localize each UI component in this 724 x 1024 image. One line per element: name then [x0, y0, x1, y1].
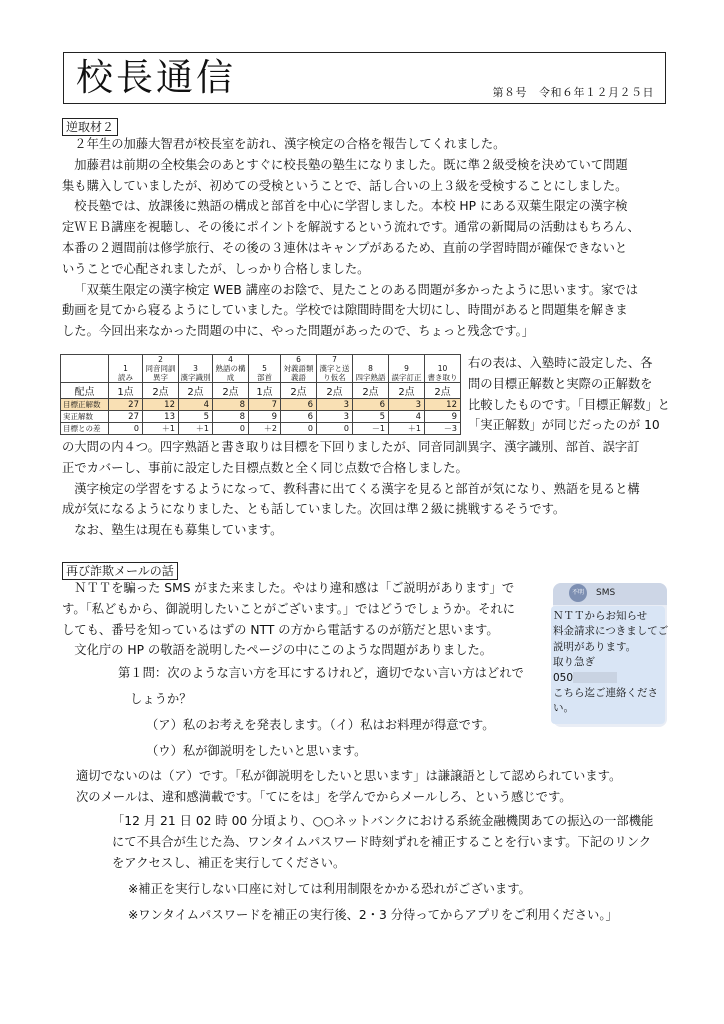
table-cell: 6 [281, 411, 317, 423]
table-cell: 4 [179, 399, 213, 411]
text-line: しても、番号を知っているはずの NTT の方から電話するのが筋だと思います。 [62, 622, 499, 637]
table-cell: 1点 [109, 383, 143, 399]
quiz-choices: （ア）私のお考えを発表します。（イ）私はお料理が得意です。 [146, 718, 495, 732]
table-cell: 2点 [213, 383, 249, 399]
section-heading-reverse-interview: 逆取材２ [62, 118, 118, 136]
text-line: の大問の内４つ。四字熟語と書き取りは目標を下回りましたが、同音同訓異字、漢字識別、部首、誤字訂 [62, 440, 640, 454]
scam-mail-note: ※補正を実行しない口座に対しては利用制限をかかる恐れがございます。 [128, 882, 531, 896]
table-header-cell: 8 四字熟語 [353, 355, 389, 383]
sms-sender-label: SMS [596, 588, 616, 598]
text-line: 動画を見てから寝るようにしていました。学校では隙間時間を大切にし、時間があると問題集を解きま [62, 303, 628, 318]
text-line: 次のメールは、違和感満載です。「てにをは」を学んでからメールしろ、という感じです。 [76, 789, 572, 804]
section1-after-table [62, 437, 640, 541]
table-header-cell: 7 漢字と送 り仮名 [317, 355, 353, 383]
section-heading-scam-mail: 再び詐欺メールの話 [62, 562, 178, 580]
table-header-cell: 1 読み [109, 355, 143, 383]
text-line: した。今回出来なかった問題の中に、やった問題があったので、ちょっと残念です。」 [62, 324, 535, 339]
table-row-target [61, 399, 461, 411]
table-cell: －3 [425, 423, 461, 435]
table-side-text [468, 353, 670, 436]
table-cell: 7 [249, 399, 281, 411]
table-cell: 0 [109, 423, 143, 435]
text-line: にて不具合が生じた為、ワンタイムパスワード時刻ずれを補正することを行います。下記のリンク [112, 834, 652, 849]
text-line: 校長塾では、放課後に熟語の構成と部首を中心に学習しました。本校 HP にある双葉生限定の漢字検 [74, 199, 628, 214]
table-cell: －1 [353, 423, 389, 435]
table-cell: 0 [281, 423, 317, 435]
text-line: 加藤君は前期の全校集会のあとすぐに校長塾の塾生になりました。既に準２級受検を決めていて問題 [74, 157, 628, 172]
text-line: ２年生の加藤大智君が校長室を訪れ、漢字検定の合格を報告してくれました。 [74, 137, 506, 151]
table-cell: 2点 [353, 383, 389, 399]
row-label: 目標との差 [61, 423, 109, 435]
quiz-choice-u: （ウ）私が御説明をしたいと思います。 [146, 744, 367, 758]
table-cell: 12 [143, 399, 179, 411]
table-cell: ＋1 [389, 423, 425, 435]
sms-line: 説明があります。 [553, 640, 637, 653]
table-cell: 5 [179, 411, 213, 423]
table-cell: 27 [109, 399, 143, 411]
text-line: 問の目標正解数と実際の正解数を [468, 376, 653, 391]
table-header-cell: 3 漢字識別 [179, 355, 213, 383]
sms-line: こちら迄ご連絡くださ [553, 687, 658, 700]
redacted-number [573, 672, 617, 683]
text-line: 成が気になるようになりました、とも話していました。次回は準２級に挑戦するそうです。 [62, 502, 566, 517]
table-cell: 2点 [281, 383, 317, 399]
table-header-row [61, 355, 461, 383]
table-cell: ＋1 [179, 423, 213, 435]
table-cell: 9 [425, 411, 461, 423]
table-cell: 3 [389, 399, 425, 411]
table-header-cell: 10 書き取り [425, 355, 461, 383]
sms-message-bubble [551, 606, 669, 724]
table-header-cell: 4 熟語の構 成 [213, 355, 249, 383]
table-header-cell: 9 誤字訂正 [389, 355, 425, 383]
text-line: 「双葉生限定の漢字検定 WEB 講座のお陰で、見たことのある問題が多かったように思います。家では [74, 282, 639, 297]
answer-text [76, 766, 621, 808]
table-cell: 27 [109, 411, 143, 423]
text-line: ＮＴＴを騙った SMS がまた来ました。やはり違和感は「ご説明があります」で [74, 581, 515, 595]
table-cell: 2点 [389, 383, 425, 399]
table-cell: 6 [281, 399, 317, 411]
table-cell: 9 [249, 411, 281, 423]
table-cell: 2点 [317, 383, 353, 399]
score-table [60, 354, 461, 435]
text-line: 「実正解数」が同じだったのが 10 [468, 418, 660, 433]
table-header-cell: 5 部首 [249, 355, 281, 383]
text-line: いうことで心配されましたが、しっかり合格しました。 [62, 261, 370, 276]
table-cell: 3 [317, 411, 353, 423]
text-line: 文化庁の HP の敬語を説明したページの中にこのような問題がありました。 [74, 643, 493, 658]
row-label: 配点 [61, 383, 109, 399]
sms-line: い。 [553, 702, 574, 715]
sms-line: ＮＴＴからお知らせ [553, 610, 648, 622]
row-label: 目標正解数 [61, 399, 109, 411]
text-line: 正でカバーし、事前に設定した目標点数と全く同じ点数で合格しました。 [62, 460, 468, 475]
text-line: 適切でないのは（ア）です。「私が御説明をしたいと思います」は謙譲語として認められています。 [76, 769, 622, 783]
text-line: 「12 月 21 日 02 時 00 分頃より、○○ネットバンクにおける系統金融機関あての振込の一部機能 [112, 814, 654, 828]
table-corner [61, 355, 109, 383]
row-label: 実正解数 [61, 411, 109, 423]
table-cell: 8 [213, 399, 249, 411]
quiz-question-cont: しょうか？ [130, 692, 192, 706]
scam-mail-quote [112, 811, 653, 873]
section2-intro [62, 578, 515, 661]
table-cell: 12 [425, 399, 461, 411]
text-line: をアクセスし、補正を実行してください。 [112, 855, 346, 870]
issue-number: 第８号 [492, 86, 527, 99]
table-cell: ＋1 [143, 423, 179, 435]
text-line: 本番の２週間前は修学旅行、その後の３連休はキャンプがあるため、直前の学習時間が確保できないと [62, 240, 628, 255]
text-line: 右の表は、入塾時に設定した、各 [468, 356, 653, 370]
quiz-question: 第１問：次のような言い方を耳にするけれど，適切でない言い方はどれで [118, 666, 524, 680]
table-cell: 0 [213, 423, 249, 435]
table-cell: 2点 [425, 383, 461, 399]
text-line: 定ＷＥＢ講座を視聴し、その後にポイントを解説するという流れです。通常の新聞局の活動はもちろん、 [62, 220, 640, 235]
table-row-actual [61, 411, 461, 423]
table-header-cell: 6 対義語類 義語 [281, 355, 317, 383]
table-cell: 4 [389, 411, 425, 423]
table-cell: 6 [353, 399, 389, 411]
table-cell: 3 [317, 399, 353, 411]
table-cell: 2点 [143, 383, 179, 399]
sms-line: 取り急ぎ [553, 656, 595, 669]
table-header-cell: 2 同音同訓 異字 [143, 355, 179, 383]
avatar: 不明 [569, 584, 587, 602]
date: 令和６年１２月２５日 [539, 86, 654, 99]
text-line: なお、塾生は現在も募集しています。 [74, 523, 283, 538]
table-row-difference [61, 423, 461, 435]
scam-mail-note: ※ワンタイムパスワードを補正の実行後、2・3 分待ってからアプリをご利用ください。」 [128, 908, 618, 922]
table-points-row [61, 383, 461, 399]
text-line: 集も購入していましたが、初めての受検ということで、話し合いの上３級を受検することにしました。 [62, 178, 628, 193]
page-title: 校長通信 [76, 56, 236, 99]
table-cell: 0 [317, 423, 353, 435]
table-cell: 5 [353, 411, 389, 423]
table-cell: 1点 [249, 383, 281, 399]
text-line: 漢字検定の学習をするようになって、教科書に出てくる漢字を見ると部首が気になり、熟語を見ると構 [74, 481, 640, 496]
section1-body [62, 134, 640, 342]
issue-date [493, 86, 655, 100]
text-line: 比較したものです。「目標正解数」と [468, 397, 670, 412]
table-cell: 2点 [179, 383, 213, 399]
table-cell: ＋2 [249, 423, 281, 435]
text-line: す。「私どもから、御説明したいことがございます。」ではどうでしょうか。それに [62, 601, 516, 616]
table-cell: 8 [213, 411, 249, 423]
sms-line: 料金請求につきましてご [553, 625, 669, 638]
sms-phone-line [553, 671, 663, 686]
table-cell: 13 [143, 411, 179, 423]
sms-phone-prefix: 050 [553, 671, 574, 684]
